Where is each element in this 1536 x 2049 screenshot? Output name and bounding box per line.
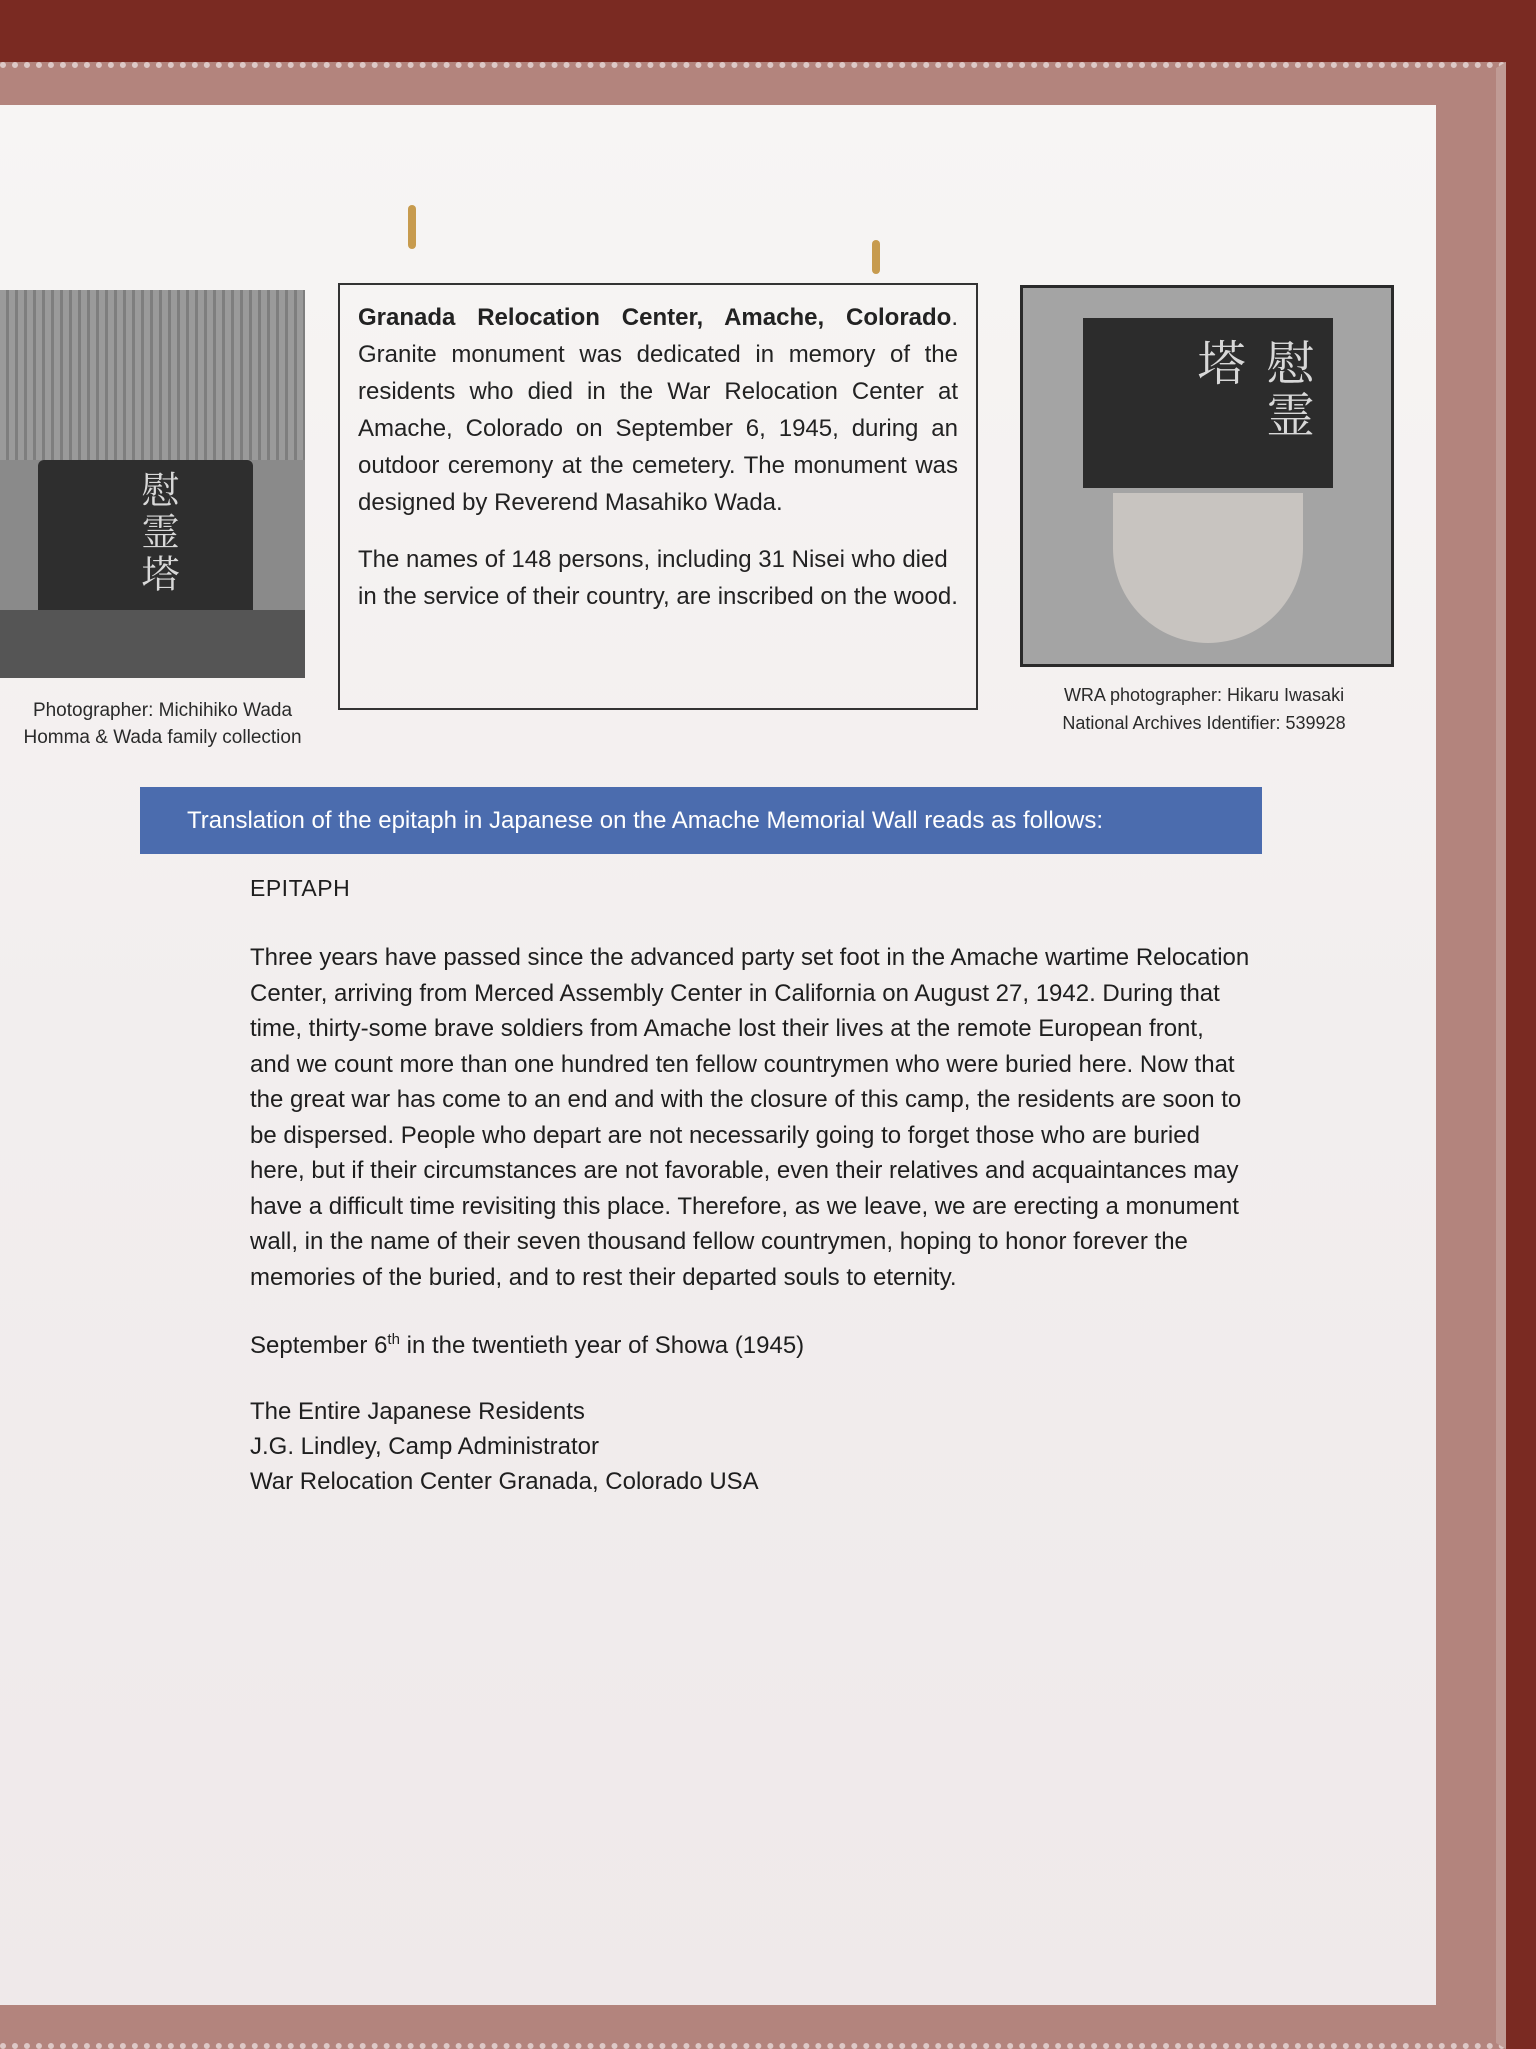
document-page <box>0 105 1436 2005</box>
epitaph-section <box>250 875 1260 1499</box>
epitaph-body: Three years have passed since the advanced party set foot in the Amache wartime Relocation Center, arriving from Merced Assembly Center in California on August 27, 1942. During that time, thirty-some brave soldiers from Amache lost their lives at the remote European front, and we count more than one hundred ten fellow countrymen who were buried here. Now that the great war has come to an end and with the closure of this camp, the residents are soon to be dispersed. People who depart are not necessarily going to forget those who are buried here, but if their circumstances are not favorable, even their relatives and acquaintances may have a difficult time revisiting this place. Therefore, as we leave, we are erecting a monument wall, in the name of their seven thousand fellow countrymen, hoping to honor forever the memories of the buried, and to rest their departed souls to eternity. <box>250 944 1250 1291</box>
monument-stone-image <box>38 460 253 610</box>
signature-line-3: War Relocation Center Granada, Colorado USA <box>250 1468 759 1495</box>
pin-icon <box>408 205 416 249</box>
photo-left-caption-line1: Photographer: Michihiko Wada <box>32 700 293 721</box>
info-paragraph-2: The names of 148 persons, including 31 Nisei who died in the service of their country, are inscribed on the wood. <box>358 546 958 610</box>
monument-stone-image <box>1083 318 1333 488</box>
memorial-wall-image <box>0 290 305 460</box>
monument-base-image <box>0 610 305 678</box>
photo-left-caption-line2: Homma & Wada family collection <box>23 727 302 748</box>
signature-line-2: J.G. Lindley, Camp Administrator <box>250 1433 600 1460</box>
epitaph-signature <box>250 1394 1260 1499</box>
info-heading: Granada Relocation Center, Amache, Colorado <box>358 304 952 331</box>
photo-right-caption-line1: WRA photographer: Hikaru Iwasaki <box>1063 685 1345 705</box>
kanji-inscription: 慰霊塔 <box>135 470 179 596</box>
epitaph-title: EPITAPH <box>250 875 351 901</box>
monument-photo-left <box>0 290 305 678</box>
signature-line-1: The Entire Japanese Residents <box>250 1398 585 1425</box>
info-paragraph-1-text: Granite monument was dedicated in memory of the residents who died in the War Relocation Center at Amache, Colorado on September 6, 1945, during an outdoor ceremony at the cemetery. The monument was designed by Reverend Masahiko Wada. <box>358 341 958 516</box>
photo-left-caption <box>0 697 325 751</box>
translation-banner: Translation of the epitaph in Japanese on the Amache Memorial Wall reads as follows: <box>140 787 1262 854</box>
monument-info-box <box>338 283 978 710</box>
pin-icon <box>872 240 880 274</box>
epitaph-date: September 6th in the twentieth year of Showa (1945) <box>250 1331 805 1359</box>
photo-right-caption-line2: National Archives Identifier: 539928 <box>1062 713 1346 733</box>
info-paragraph-1: Granada Relocation Center, Amache, Colorado. Granite monument was dedicated in memory of the residents who died in the War Relocation Center at Amache, Colorado on September 6, 1945, during an outdoor ceremony at the cemetery. The monument was designed by Reverend Masahiko Wada. <box>358 304 958 516</box>
photo-right-caption <box>1020 681 1388 737</box>
monument-photo-right <box>1020 285 1394 667</box>
names-plaque-image <box>1113 493 1303 643</box>
kanji-inscription: 慰霊塔 <box>1189 338 1314 442</box>
